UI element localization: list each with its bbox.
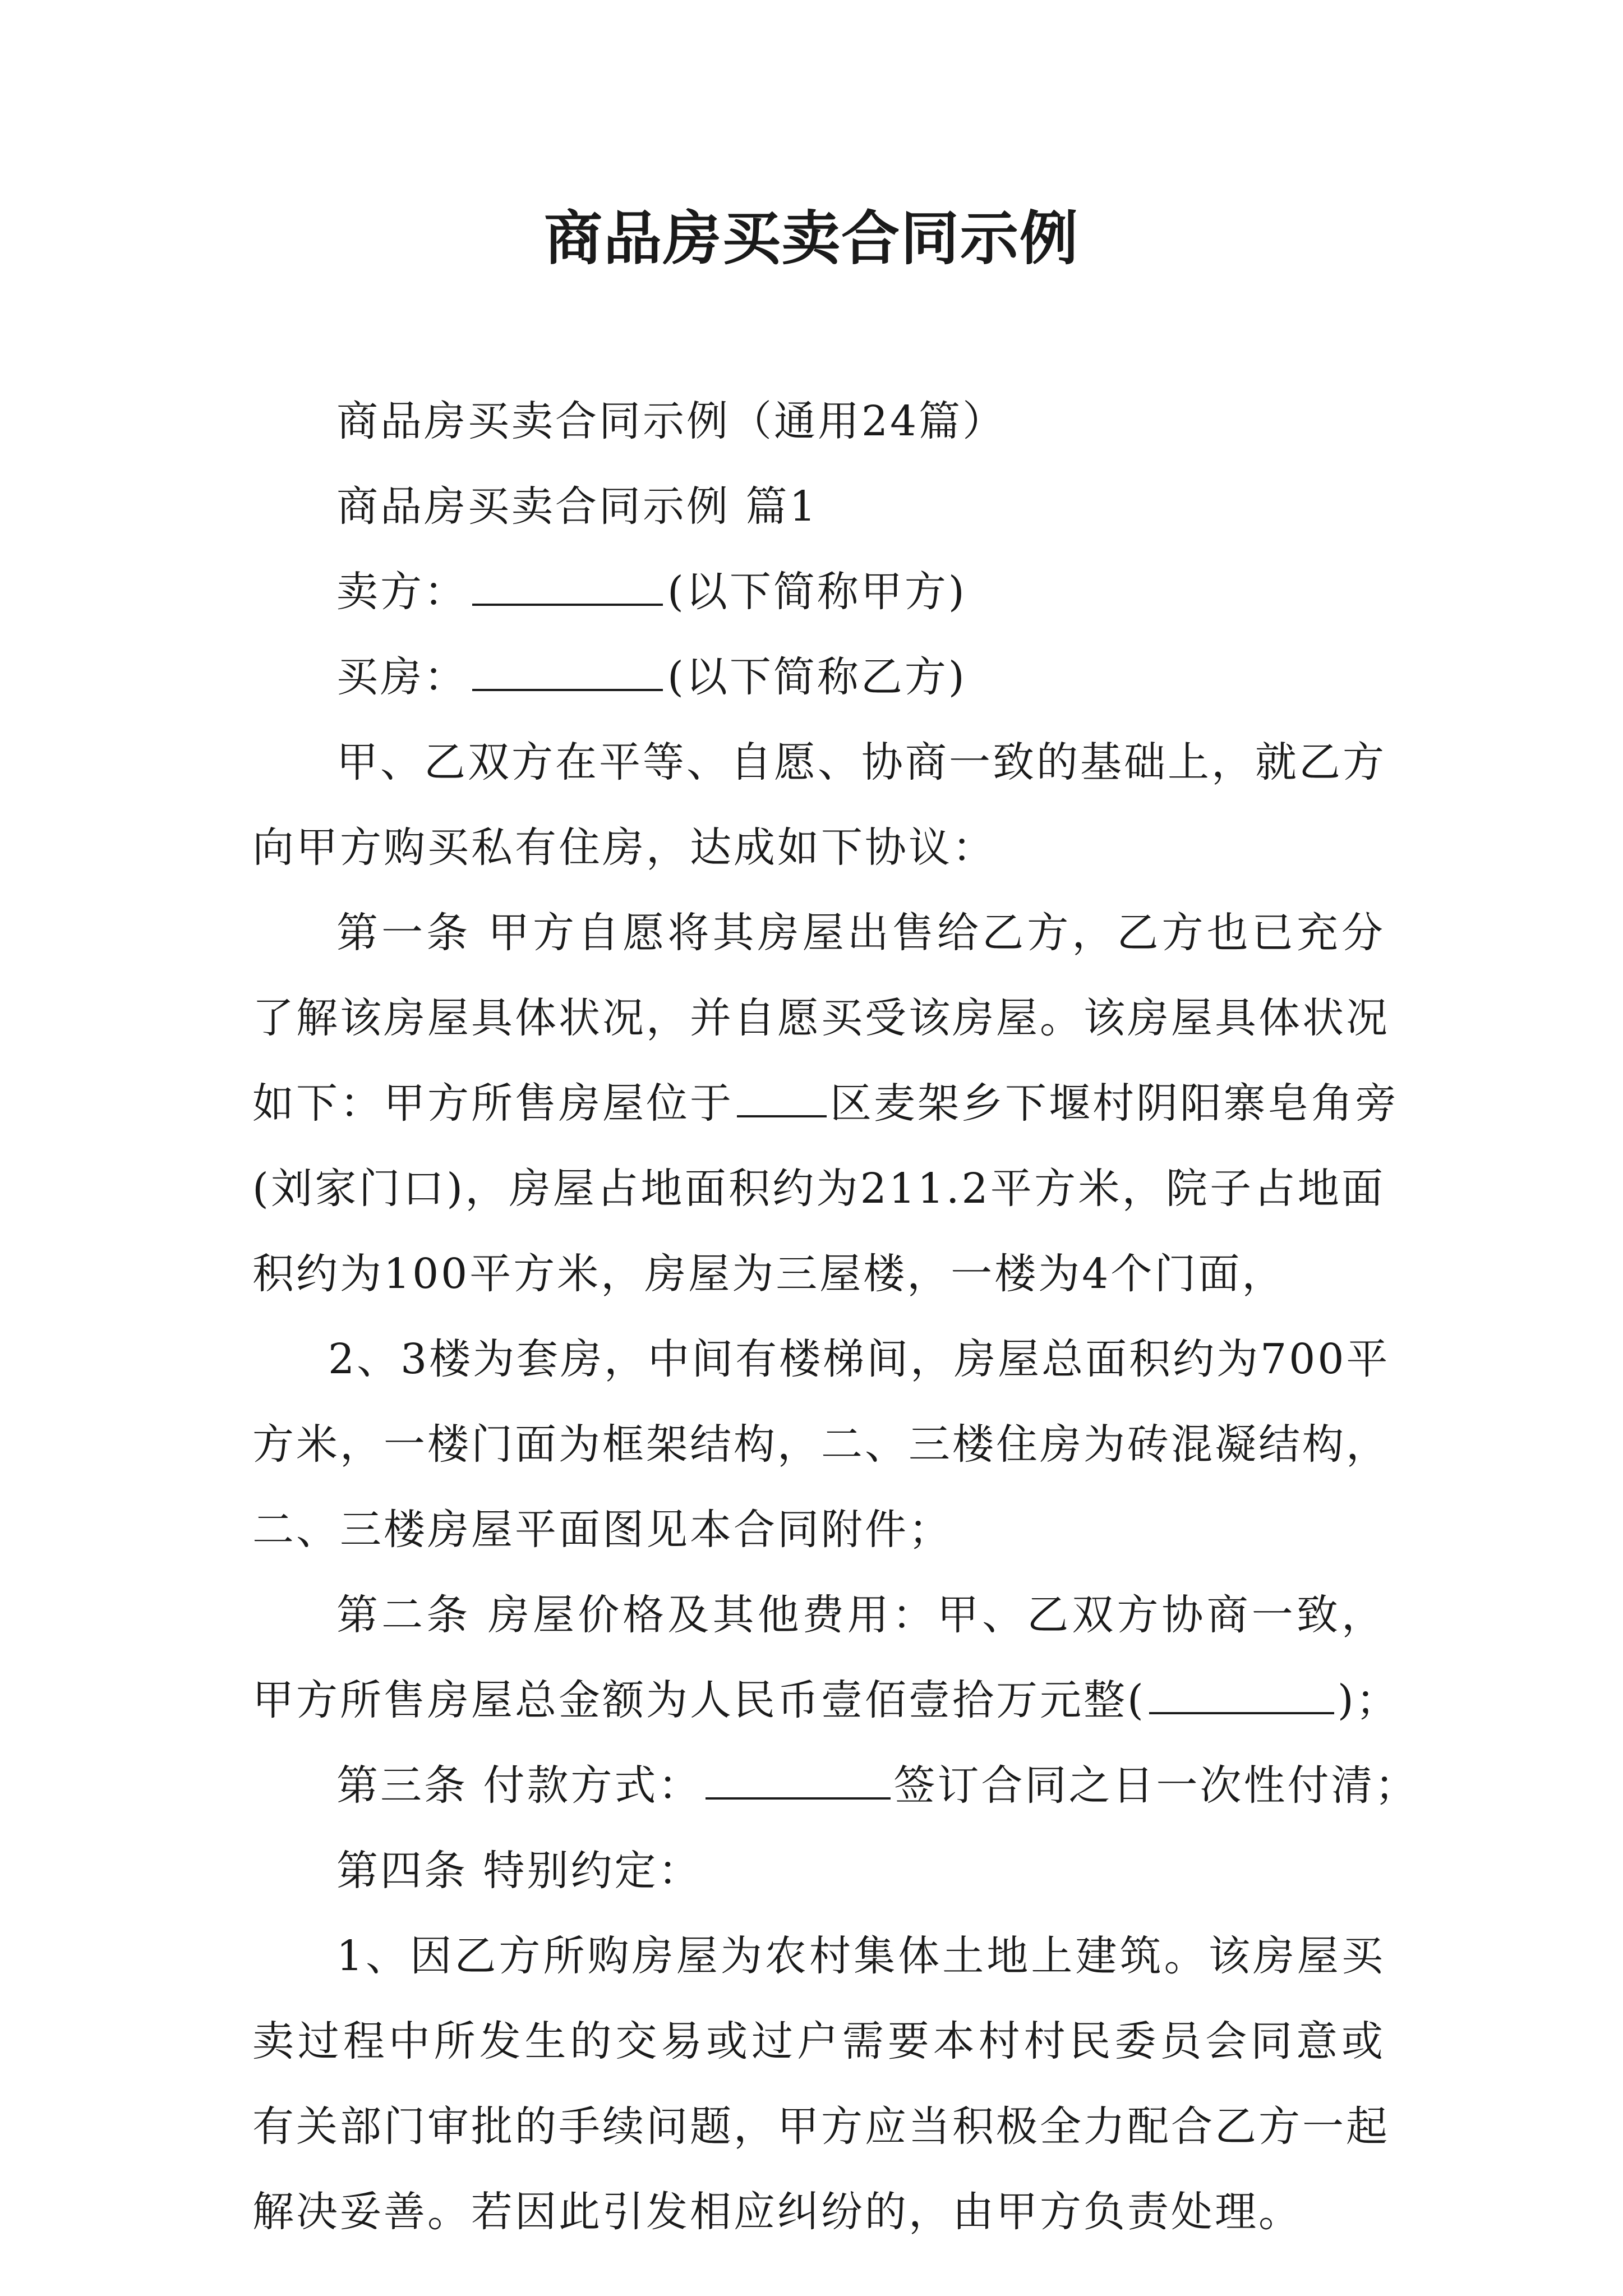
payment-line — [252, 1743, 1419, 1828]
payment-text-b: 签订合同之日一次性付清； — [893, 1761, 1419, 1810]
paragraph-line: 2、3楼为套房，中间有楼梯间，房屋总面积约为700平 — [328, 1335, 1390, 1383]
paragraph-line: 积约为100平方米，房屋为三屋楼，一楼为4个门面， — [252, 1250, 1286, 1298]
subtitle-line: 商品房买卖合同示例（通用24篇） — [336, 397, 1007, 445]
paragraph-line: 有关部门审批的手续问题，甲方应当积极全力配合乙方一起 — [252, 2102, 1390, 2151]
district-blank — [737, 1082, 827, 1117]
price-text-b: )； — [1337, 1676, 1400, 1724]
seller-line — [252, 549, 1385, 634]
paragraph-line: 解决妥善。若因此引发相应纠纷的，由甲方负责处理。 — [252, 2188, 1302, 2236]
paragraph-line: 卖过程中所发生的交易或过户需要本村村民委员会同意或 — [252, 2017, 1385, 2065]
paragraph-line: 方米，一楼门面为框架结构，二、三楼住房为砖混凝结构， — [252, 1420, 1390, 1469]
price-text-a: 甲方所售房屋总金额为人民币壹佰壹拾万元整( — [252, 1676, 1146, 1724]
seller-blank — [472, 570, 663, 606]
seller-label: 卖方： — [336, 568, 468, 616]
payment-text-a: 第三条 付款方式： — [336, 1761, 702, 1810]
paragraph-line: 第一条 甲方自愿将其房屋出售给乙方，乙方也已充分 — [336, 909, 1385, 957]
price-line — [252, 1658, 1400, 1743]
paragraph-line: 甲、乙双方在平等、自愿、协商一致的基础上，就乙方 — [336, 738, 1386, 786]
paragraph-line: 二、三楼房屋平面图见本合同附件； — [252, 1506, 952, 1554]
document-body — [252, 379, 1419, 2254]
location-text-b: 区麦架乡下堰村阴阳寨皂角旁 — [830, 1079, 1399, 1128]
paragraph-line: 第二条 房屋价格及其他费用：甲、乙双方协商一致， — [336, 1591, 1385, 1639]
paragraph-line: 向甲方购买私有住房，达成如下协议： — [252, 823, 996, 872]
buyer-label: 买房： — [336, 653, 468, 701]
payment-blank — [706, 1764, 891, 1800]
price-blank — [1149, 1678, 1334, 1714]
buyer-note: (以下简称乙方) — [667, 653, 967, 701]
seller-note: (以下简称甲方) — [667, 568, 967, 616]
paragraph-line: 1、因乙方所购房屋为农村集体土地上建筑。该房屋买 — [336, 1932, 1385, 1980]
paragraph-line: (刘家门口)，房屋占地面积约为211.2平方米，院子占地面 — [252, 1165, 1385, 1213]
article-four-heading: 第四条 特别约定： — [336, 1847, 702, 1895]
document-title: 商品房买卖合同示例 — [543, 204, 1079, 273]
section-heading: 商品房买卖合同示例 篇1 — [336, 482, 818, 531]
buyer-blank — [472, 655, 663, 691]
paragraph-line: 了解该房屋具体状况，并自愿买受该房屋。该房屋具体状况 — [252, 994, 1390, 1042]
buyer-line — [252, 634, 1385, 720]
location-text-a: 如下：甲方所售房屋位于 — [252, 1079, 734, 1128]
location-line — [252, 1061, 1399, 1146]
